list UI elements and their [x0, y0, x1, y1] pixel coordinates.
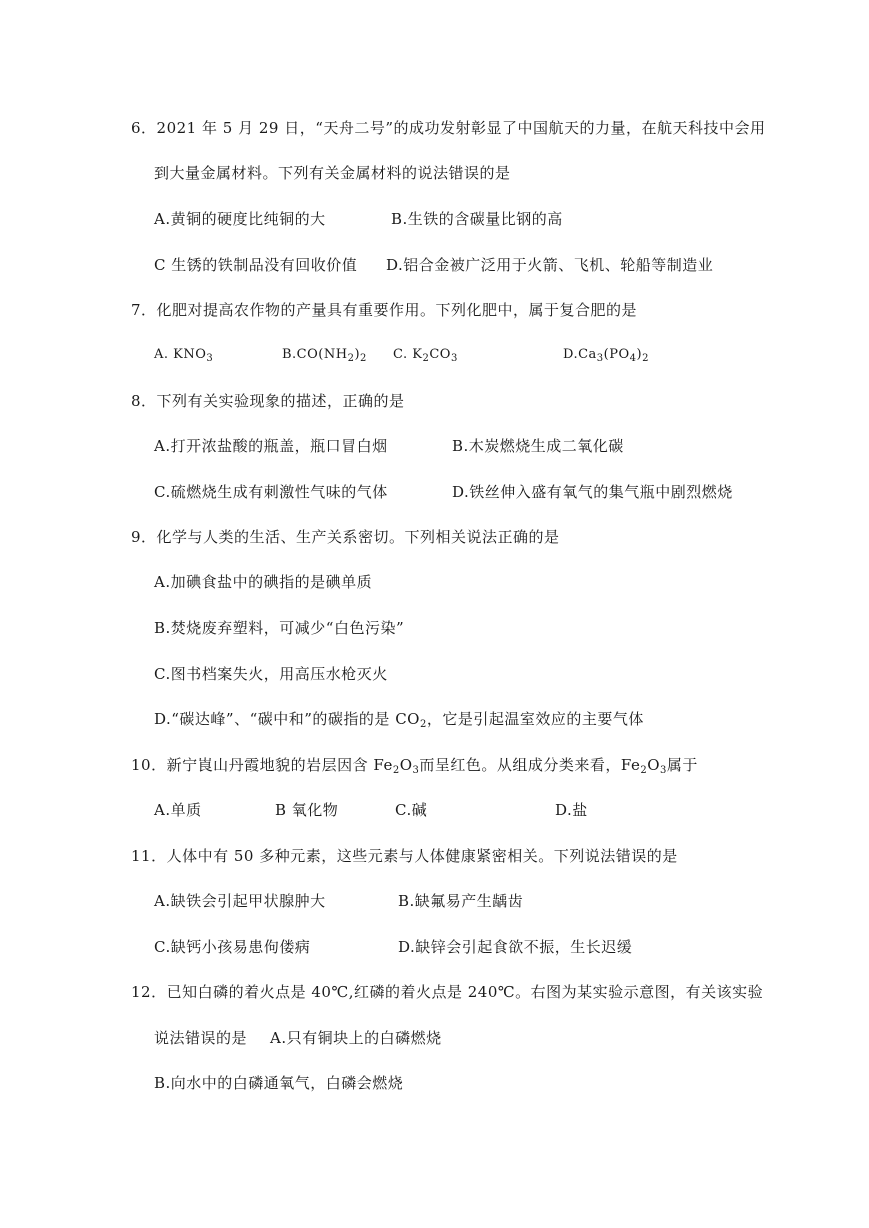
q7-option-a-text: A. KNO [154, 347, 207, 362]
q12-option-a: A.只有铜块上的白磷燃烧 [270, 1029, 442, 1047]
q10-stem-p2: O [399, 756, 413, 774]
q7-option-a [154, 345, 213, 365]
q10-stem-s3: 2 [640, 765, 648, 776]
q9-option-d-text: D.“碳达峰”、“碳中和”的碳指的是 CO [154, 710, 420, 728]
q8-option-d: D.铁丝伸入盛有氧气的集气瓶中剧烈燃烧 [452, 483, 733, 501]
q7-option-b-sub2: 2 [360, 353, 367, 364]
q6-stem-line2: 到大量金属材料。下列有关金属材料的说法错误的是 [154, 164, 511, 182]
q7-option-d-mid2: ) [636, 347, 643, 362]
q9-option-d [154, 709, 644, 729]
q8-stem: 8．下列有关实验现象的描述，正确的是 [131, 392, 405, 410]
q9-option-a: A.加碘食盐中的碘指的是碘单质 [154, 573, 373, 591]
q7-option-c-mid: CO [429, 347, 451, 362]
q7-stem: 7．化肥对提高农作物的产量具有重要作用。下列化肥中，属于复合肥的是 [131, 301, 638, 319]
q10-stem [131, 755, 698, 775]
q7-option-d-sub1: 3 [596, 353, 604, 364]
q12-stem-line2: 说法错误的是 [154, 1029, 248, 1047]
q10-stem-s4: 3 [660, 765, 667, 776]
q6-option-b: B.生铁的含碳量比钢的高 [391, 210, 563, 228]
q7-option-b-sub1: 2 [347, 353, 355, 364]
q7-option-d-text: D.Ca [563, 347, 597, 362]
q10-option-a: A.单质 [154, 801, 202, 819]
q7-option-d [563, 345, 649, 365]
q11-option-b: B.缺氟易产生龋齿 [398, 892, 524, 910]
q8-option-b: B.木炭燃烧生成二氧化碳 [452, 437, 624, 455]
q11-option-c: C.缺钙小孩易患佝偻病 [154, 938, 311, 956]
q6-option-d: D.铝合金被广泛用于火箭、飞机、轮船等制造业 [386, 256, 714, 274]
q11-option-a: A.缺铁会引起甲状腺肿大 [154, 892, 326, 910]
q10-option-b: B 氧化物 [275, 801, 339, 819]
q7-option-d-sub2: 4 [629, 353, 637, 364]
q9-option-b: B.焚烧废弃塑料，可减少“白色污染” [154, 619, 405, 637]
q9-option-d-sub: 2 [419, 719, 427, 730]
q8-option-c: C.硫燃烧生成有刺激性气味的气体 [154, 483, 388, 501]
q10-stem-p3: 而呈红色。从组成分类来看，Fe [419, 756, 641, 774]
q7-option-c [393, 345, 458, 365]
q10-stem-p4: O [647, 756, 661, 774]
q7-option-c-text: C. K [393, 347, 423, 362]
q7-option-b-text: B.CO(NH [282, 347, 348, 362]
q7-option-c-sub2: 3 [450, 353, 458, 364]
q10-option-c: C.碱 [395, 801, 428, 819]
q12-option-b: B.向水中的白磷通氧气，白磷会燃烧 [154, 1074, 404, 1092]
q9-stem: 9．化学与人类的生活、生产关系密切。下列相关说法正确的是 [131, 528, 560, 546]
q7-option-b-mid: ) [354, 347, 361, 362]
q11-option-d: D.缺锌会引起食欲不振，生长迟缓 [398, 938, 633, 956]
q9-option-c: C.图书档案失火，用高压水枪灭火 [154, 665, 388, 683]
q6-option-c: C 生锈的铁制品没有回收价值 [154, 256, 358, 274]
q10-stem-s1: 2 [392, 765, 400, 776]
q7-option-c-sub1: 2 [422, 353, 430, 364]
q9-option-d-suffix: ，它是引起温室效应的主要气体 [426, 710, 644, 728]
q6-option-a: A.黄铜的硬度比纯铜的大 [154, 210, 326, 228]
q7-option-b [282, 345, 367, 365]
q10-option-d: D.盐 [555, 801, 588, 819]
q6-stem-line1: 6．2021 年 5 月 29 日，“天舟二号”的成功发射彰显了中国航天的力量，在航天科技中会用 [131, 119, 766, 137]
q10-stem-p5: 属于 [666, 756, 698, 774]
q12-stem-line1: 12．已知白磷的着火点是 40℃,红磷的着火点是 240℃。右图为某实验示意图，有关该实验 [131, 983, 764, 1001]
q7-option-a-sub: 3 [206, 353, 214, 364]
q7-option-d-sub3: 2 [642, 353, 649, 364]
q10-stem-s2: 3 [412, 765, 420, 776]
q7-option-d-mid: (PO [603, 347, 630, 362]
q11-stem: 11．人体中有 50 多种元素，这些元素与人体健康紧密相关。下列说法错误的是 [131, 847, 678, 865]
q10-stem-p1: 10．新宁崀山丹霞地貌的岩层因含 Fe [131, 756, 393, 774]
q8-option-a: A.打开浓盐酸的瓶盖，瓶口冒白烟 [154, 437, 388, 455]
